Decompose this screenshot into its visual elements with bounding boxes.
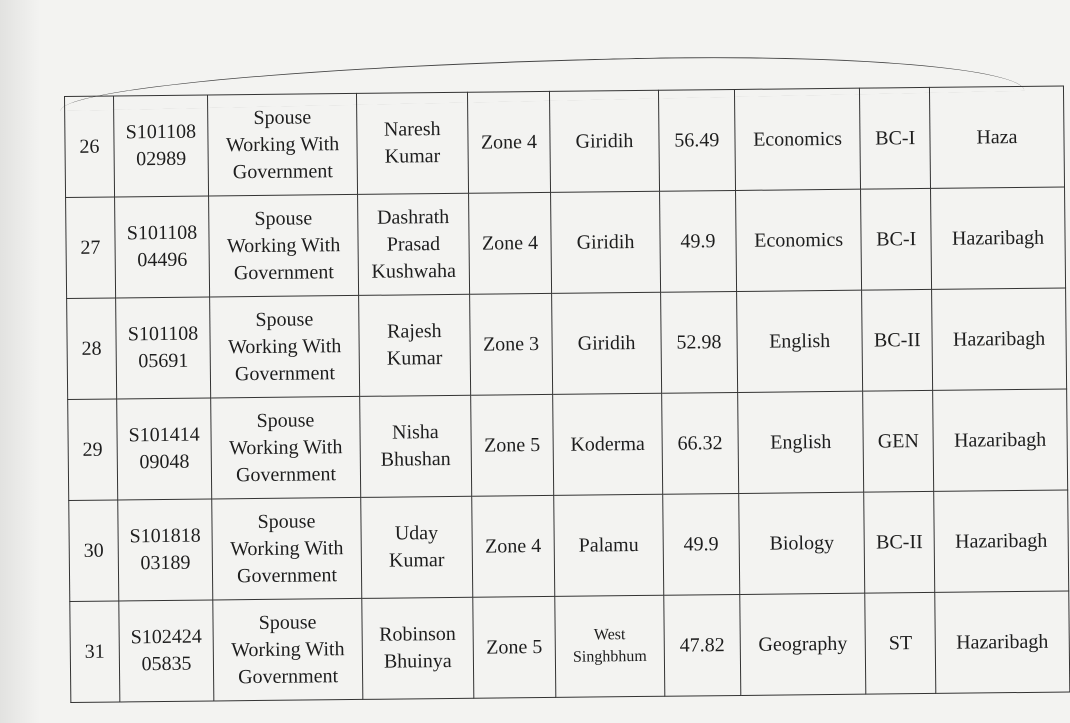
- serial-number: 31: [70, 601, 120, 703]
- serial-number: 28: [67, 298, 117, 400]
- category: Spouse Working With Government: [208, 93, 358, 196]
- candidate-table: [64, 86, 1070, 703]
- reservation-category: ST: [865, 592, 936, 694]
- posting-district: Hazaribagh: [932, 288, 1067, 390]
- district: Giridih: [552, 292, 662, 394]
- candidate-name: Rajesh Kumar: [358, 294, 470, 396]
- roll-number: S101108 05691: [115, 297, 211, 399]
- subject: English: [736, 290, 863, 392]
- district: Koderma: [553, 393, 663, 495]
- posting-district: Hazaribagh: [934, 490, 1069, 592]
- roll-number: S101414 09048: [116, 398, 212, 500]
- reservation-category: BC-I: [860, 87, 931, 189]
- category: Spouse Working With Government: [211, 396, 361, 499]
- table-row: [68, 389, 1068, 500]
- table-row: [66, 187, 1066, 298]
- roll-number: S101818 03189: [118, 499, 214, 601]
- subject: Geography: [740, 593, 867, 695]
- category: Spouse Working With Government: [210, 295, 360, 398]
- zone: Zone 3: [470, 293, 553, 395]
- table-row: [69, 490, 1069, 601]
- reservation-category: BC-II: [862, 289, 933, 391]
- subject: Economics: [735, 189, 862, 291]
- candidate-name: Dashrath Prasad Kushwaha: [357, 193, 469, 295]
- category: Spouse Working With Government: [213, 598, 363, 701]
- reservation-category: GEN: [863, 390, 934, 492]
- posting-district: Hazaribagh: [930, 187, 1065, 289]
- category: Spouse Working With Government: [212, 497, 362, 600]
- candidate-name: Robinson Bhuinya: [362, 597, 474, 699]
- roll-number: S101108 04496: [114, 196, 210, 298]
- score: 47.82: [664, 594, 741, 696]
- score: 56.49: [658, 89, 735, 191]
- zone: Zone 4: [472, 495, 555, 597]
- table-row: [65, 86, 1065, 197]
- reservation-category: BC-II: [864, 491, 935, 593]
- subject: Biology: [738, 492, 865, 594]
- score: 49.9: [659, 190, 736, 292]
- score: 49.9: [663, 493, 740, 595]
- roll-number: S102424 05835: [119, 600, 215, 702]
- posting-district: Hazaribagh: [935, 591, 1070, 693]
- table-row: [67, 288, 1067, 399]
- subject: Economics: [734, 88, 861, 190]
- roll-number: S101108 02989: [113, 95, 209, 197]
- score: 66.32: [662, 392, 739, 494]
- district: West Singhbhum: [555, 595, 665, 697]
- zone: Zone 4: [468, 192, 551, 294]
- district: Giridih: [550, 191, 660, 293]
- candidate-name: Naresh Kumar: [356, 92, 468, 194]
- score: 52.98: [661, 291, 738, 393]
- candidate-name: Nisha Bhushan: [359, 395, 471, 497]
- serial-number: 30: [69, 500, 119, 602]
- category: Spouse Working With Government: [209, 194, 359, 297]
- serial-number: 27: [66, 197, 116, 299]
- zone: Zone 5: [473, 596, 556, 698]
- posting-district: Haza: [929, 86, 1064, 188]
- page-edge-shadow: [0, 0, 40, 723]
- table-row: [70, 591, 1070, 702]
- candidate-name: Uday Kumar: [361, 496, 473, 598]
- zone: Zone 4: [467, 91, 550, 193]
- district: Palamu: [554, 494, 664, 596]
- district: Giridih: [549, 90, 659, 192]
- serial-number: 26: [65, 96, 115, 198]
- reservation-category: BC-I: [861, 188, 932, 290]
- zone: Zone 5: [471, 394, 554, 496]
- posting-district: Hazaribagh: [933, 389, 1068, 491]
- subject: English: [737, 391, 864, 493]
- serial-number: 29: [68, 399, 118, 501]
